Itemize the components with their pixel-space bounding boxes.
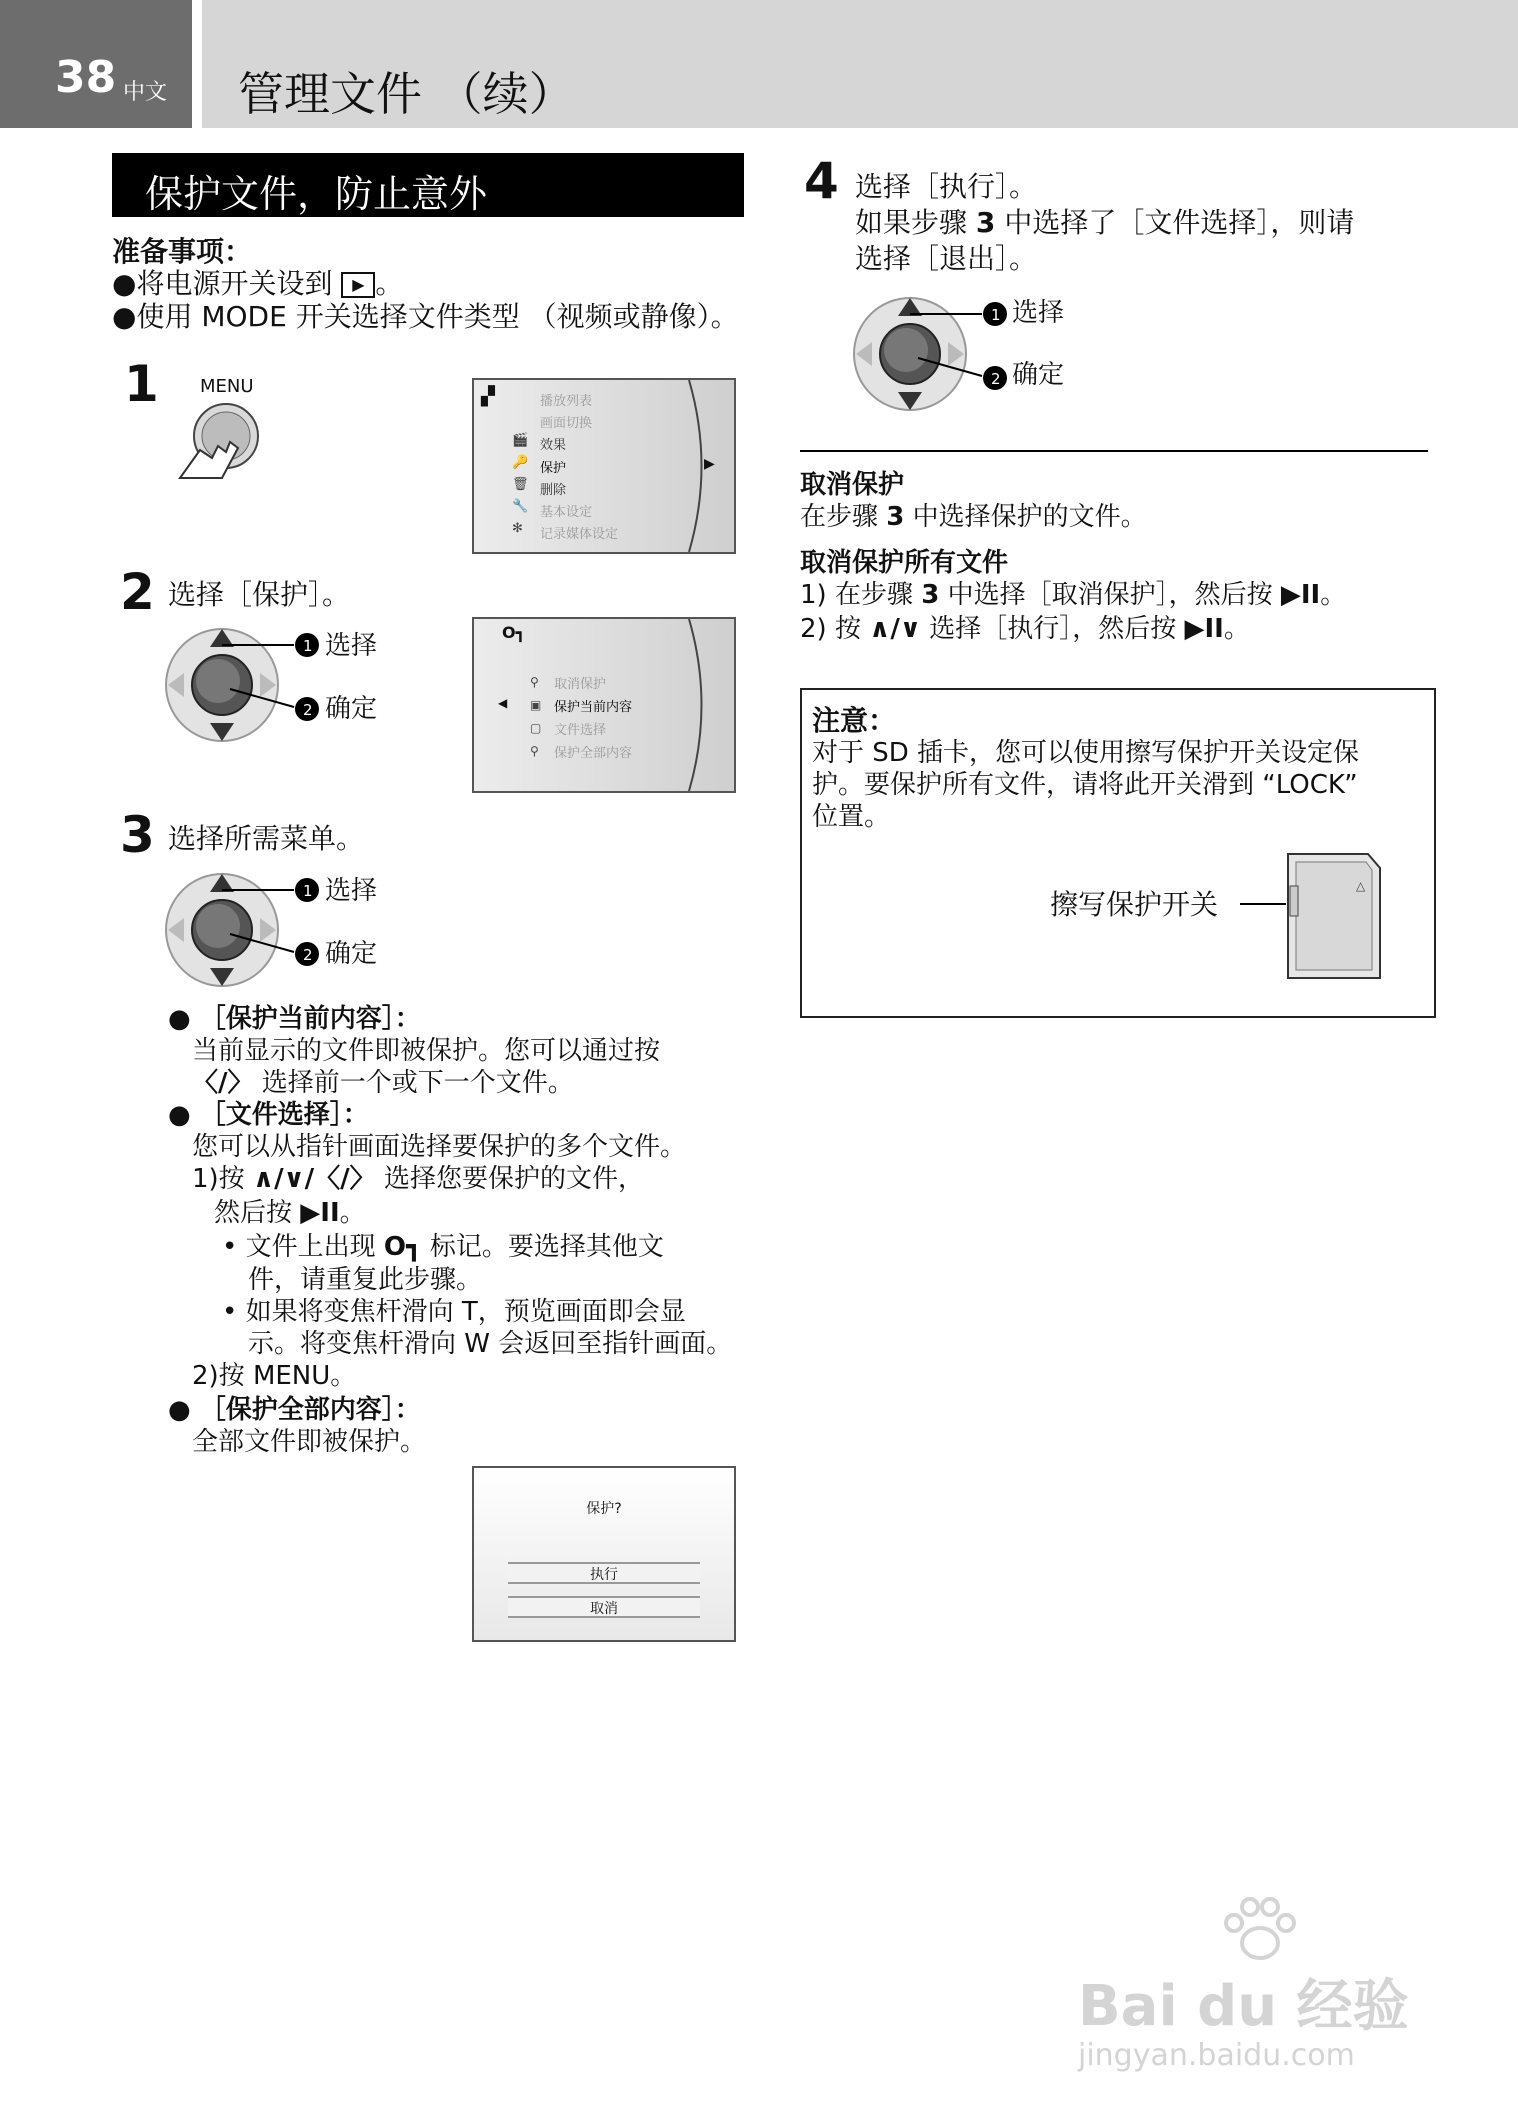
cancel-all-step2: 2) 按 ∧/∨ 选择［执行］，然后按 ▶II。 bbox=[800, 614, 1250, 644]
dialog-execute-button[interactable]: 执行 bbox=[508, 1562, 700, 1584]
play-pause-icon: ▶II bbox=[1184, 614, 1224, 644]
note-line: 护。要保护所有文件，请将此开关滑到 “LOCK” bbox=[812, 770, 1358, 800]
bullet-icon: ● bbox=[112, 300, 137, 333]
file-select-step1: 1)按 ∧/∨/〈/〉 选择您要保护的文件， bbox=[192, 1164, 644, 1194]
play-pause-icon: ▶II bbox=[1280, 580, 1321, 610]
key-icon: O┓ bbox=[502, 623, 526, 642]
menu-item: 效果 bbox=[540, 438, 567, 453]
svg-text:△: △ bbox=[1356, 879, 1366, 893]
protect-all-body: 全部文件即被保护。 bbox=[192, 1427, 427, 1457]
right-arrow-icon: ▶ bbox=[704, 456, 715, 472]
select-label: 选择 bbox=[325, 876, 378, 906]
svg-text:1: 1 bbox=[303, 882, 313, 900]
select-label: 选择 bbox=[1012, 298, 1065, 328]
menu-screen bbox=[472, 378, 736, 554]
menu-item: 基本设定 bbox=[540, 505, 593, 520]
file-select-heading: ● ［文件选择］： bbox=[168, 1100, 369, 1130]
menu-item-icons: 🎬 🔑 🗑 🔧 ✻ bbox=[512, 433, 529, 536]
step-text: 选择［执行］。 bbox=[855, 170, 1038, 203]
protect-current-heading: ● ［保护当前内容］： bbox=[168, 1004, 421, 1034]
file-select-bullet-1-cont: 件，请重复此步骤。 bbox=[248, 1265, 483, 1295]
file-select-bullet-2-cont: 示。将变焦杆滑向 W 会返回至指针画面。 bbox=[248, 1329, 733, 1359]
protect-menu-screen bbox=[472, 617, 736, 793]
submenu-item-protect-current: 保护当前内容 bbox=[554, 700, 633, 715]
section-title: 保护文件，防止意外 bbox=[145, 172, 488, 216]
confirm-label: 确定 bbox=[1012, 360, 1065, 390]
confirm-label: 确定 bbox=[325, 694, 378, 724]
select-label: 选择 bbox=[325, 631, 378, 661]
protect-current-body: 当前显示的文件即被保护。您可以通过按 bbox=[192, 1036, 661, 1066]
dialog-cancel-button[interactable]: 取消 bbox=[508, 1596, 700, 1618]
protect-current-body-2: 〈/〉 选择前一个或下一个文件。 bbox=[192, 1068, 574, 1098]
submenu-item: 保护全部内容 bbox=[554, 746, 633, 761]
divider bbox=[800, 450, 1428, 452]
menu-item-protect: 保护 bbox=[540, 461, 567, 476]
menu-item: 播放列表 bbox=[540, 394, 593, 409]
menu-button-icon[interactable] bbox=[172, 398, 262, 488]
page-number: 38 bbox=[55, 52, 117, 103]
step-number: 4 bbox=[804, 152, 839, 210]
menu-item: 删除 bbox=[540, 483, 567, 498]
file-select-step2: 2)按 MENU。 bbox=[192, 1361, 357, 1391]
submenu-item: 文件选择 bbox=[554, 723, 607, 738]
protect-all-heading: ● ［保护全部内容］： bbox=[168, 1395, 421, 1425]
note-line: 位置。 bbox=[812, 802, 891, 832]
dialog-question: 保护? bbox=[586, 1501, 622, 1517]
page-language: 中文 bbox=[123, 80, 168, 105]
confirm-label: 确定 bbox=[325, 939, 378, 969]
submenu-item: 取消保护 bbox=[554, 677, 607, 692]
play-icon: ▶ bbox=[341, 272, 375, 298]
file-select-bullet-1: • 文件上出现 O┓ 标记。要选择其他文 bbox=[222, 1232, 664, 1262]
cancel-protect-heading: 取消保护 bbox=[800, 470, 905, 500]
step4-line1: 如果步骤 3 中选择了［文件选择］，则请 bbox=[855, 206, 1355, 239]
watermark-url: jingyan.baidu.com bbox=[1078, 2038, 1355, 2073]
protect-dialog-screen bbox=[472, 1466, 736, 1642]
file-select-bullet-2: • 如果将变焦杆滑向 T，预览画面即会显 bbox=[222, 1297, 686, 1327]
note-heading: 注意： bbox=[812, 704, 897, 737]
prep-item-2: ●使用 MODE 开关选择文件类型 （视频或静像）。 bbox=[112, 300, 739, 333]
step4-line2: 选择［退出］。 bbox=[855, 242, 1038, 275]
cancel-protect-body: 在步骤 3 中选择保护的文件。 bbox=[800, 502, 1147, 532]
menu-button-label: MENU bbox=[200, 376, 254, 397]
svg-text:2: 2 bbox=[991, 370, 1001, 388]
direction-icons: ∧/∨/〈/〉 bbox=[252, 1164, 376, 1194]
sd-card-icon bbox=[1238, 850, 1386, 985]
play-pause-icon: ▶II bbox=[300, 1198, 340, 1228]
left-arrow-icon: ◀ bbox=[498, 696, 508, 710]
prep-heading: 准备事项： bbox=[112, 235, 253, 268]
paw-icon bbox=[1220, 1895, 1300, 1965]
write-protect-switch-label: 擦写保护开关 bbox=[1050, 888, 1219, 921]
submenu-icons: ⚲ ▣ ▢ ⚲ bbox=[530, 675, 542, 758]
step-number: 1 bbox=[124, 355, 159, 413]
left-right-icon: 〈/〉 bbox=[192, 1068, 254, 1098]
menu-item: 记录媒体设定 bbox=[540, 527, 619, 542]
step-text: 选择所需菜单。 bbox=[168, 822, 365, 855]
cancel-all-step1: 1) 在步骤 3 中选择［取消保护］，然后按 ▶II。 bbox=[800, 580, 1347, 610]
camera-icon: ▞ bbox=[481, 386, 495, 407]
page-title: 管理文件 （续） bbox=[238, 67, 575, 121]
key-icon: O┓ bbox=[383, 1232, 422, 1262]
step-text: 选择［保护］。 bbox=[168, 578, 351, 611]
note-line: 对于 SD 插卡，您可以使用擦写保护开关设定保 bbox=[812, 738, 1360, 768]
menu-item: 画面切换 bbox=[540, 416, 593, 431]
watermark-logo: Bai du 经验 bbox=[1078, 1974, 1409, 2039]
step-number: 2 bbox=[120, 563, 155, 621]
svg-text:2: 2 bbox=[303, 946, 313, 964]
file-select-step1-cont: 然后按 ▶II。 bbox=[214, 1198, 366, 1228]
step-number: 3 bbox=[120, 806, 155, 864]
up-down-icon: ∧/∨ bbox=[869, 614, 921, 644]
svg-text:2: 2 bbox=[303, 701, 313, 719]
cancel-all-heading: 取消保护所有文件 bbox=[800, 548, 1009, 578]
bullet-icon: ● bbox=[112, 267, 137, 300]
file-select-body: 您可以从指针画面选择要保护的多个文件。 bbox=[192, 1132, 687, 1162]
svg-text:1: 1 bbox=[991, 306, 1001, 324]
prep-item-1: ●将电源开关设到 ▶ 。 bbox=[112, 267, 404, 300]
svg-text:1: 1 bbox=[303, 637, 313, 655]
